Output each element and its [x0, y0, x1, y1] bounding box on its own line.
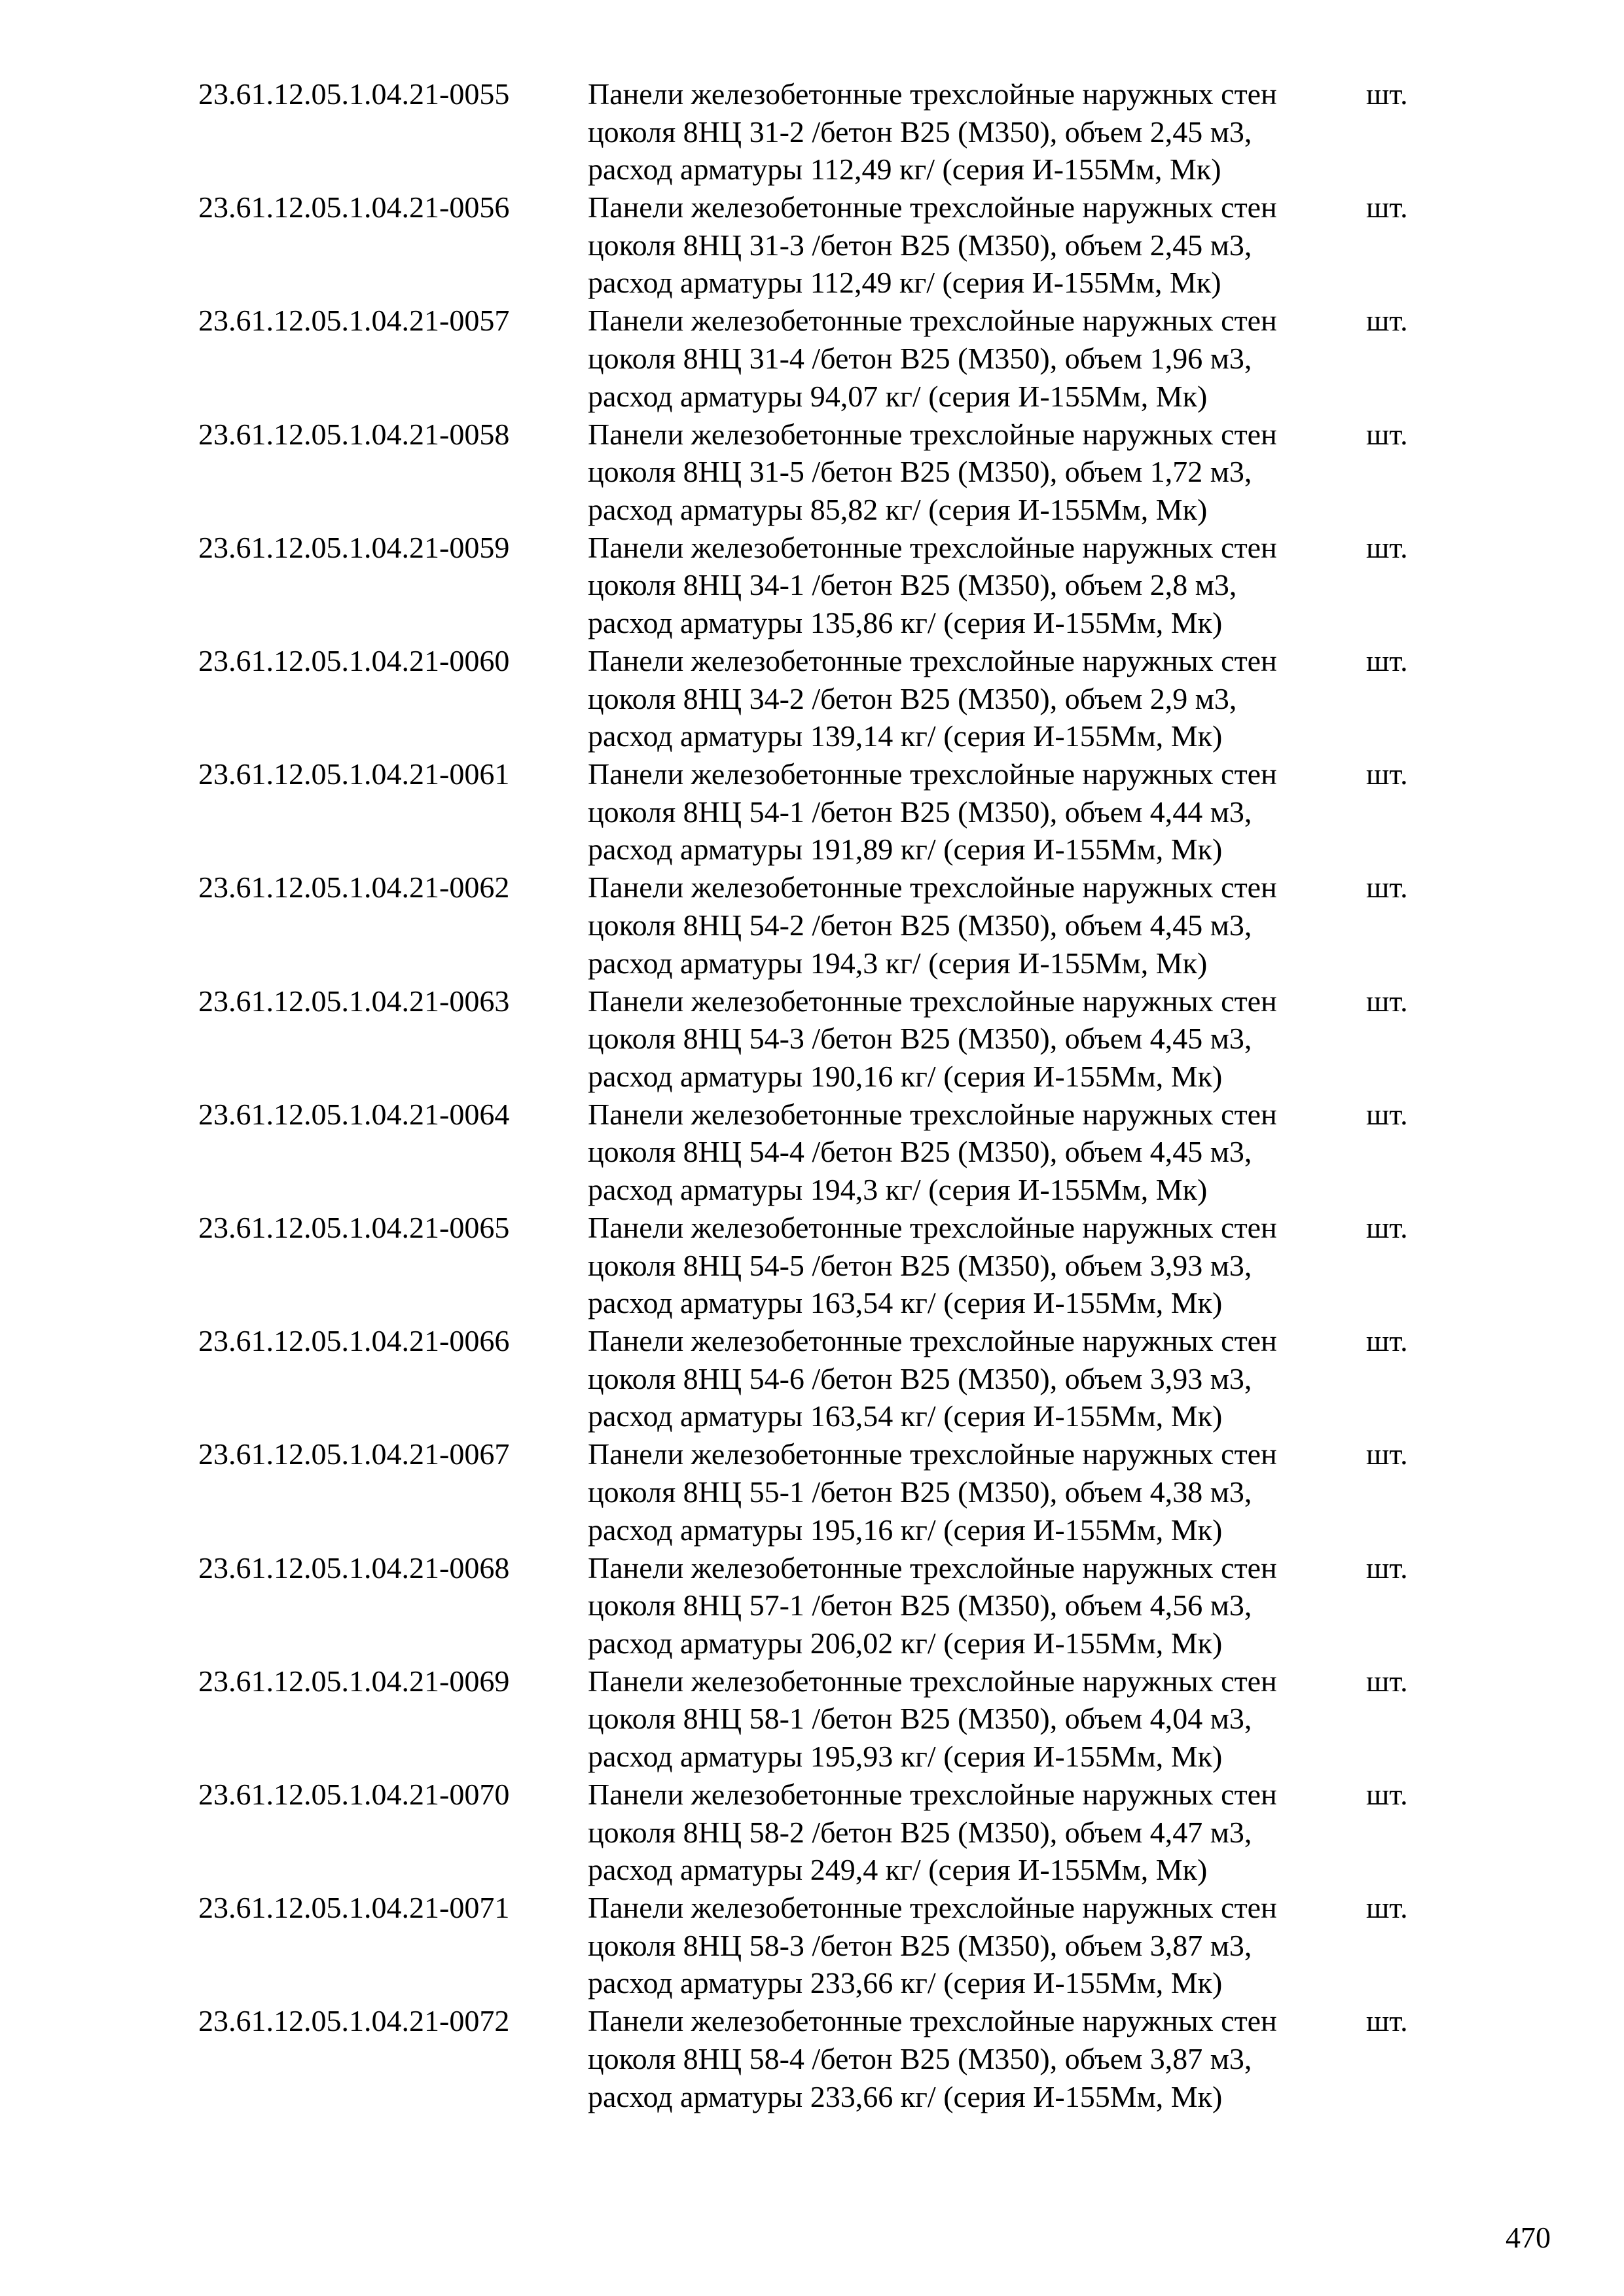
- table-row: [0, 1662, 1624, 1776]
- unit-of-measure: шт.: [1366, 1551, 1408, 1585]
- unit-of-measure: шт.: [1366, 304, 1408, 338]
- resource-description: Панели железобетонные трехслойные наружных стен цоколя 8НЦ 58-2 /бетон В25 (М350), объем 4,47 м3, расход арматуры 249,4 кг/ (серия И-155Мм, Мк): [588, 1778, 1277, 1887]
- resource-description: Панели железобетонные трехслойные наружных стен цоколя 8НЦ 58-3 /бетон В25 (М350), объем 3,87 м3, расход арматуры 233,66 кг/ (серия И-155Мм, Мк): [588, 1891, 1277, 2000]
- unit-of-measure: шт.: [1366, 190, 1408, 224]
- unit-of-measure: шт.: [1366, 1891, 1408, 1925]
- resource-code: 23.61.12.05.1.04.21-0058: [198, 417, 510, 451]
- resource-code: 23.61.12.05.1.04.21-0063: [198, 984, 510, 1018]
- resource-code: 23.61.12.05.1.04.21-0064: [198, 1097, 510, 1131]
- table-row: [0, 755, 1624, 869]
- resource-code: 23.61.12.05.1.04.21-0068: [198, 1551, 510, 1585]
- unit-of-measure: шт.: [1366, 530, 1408, 564]
- table-row: [0, 869, 1624, 982]
- table-row: [0, 1209, 1624, 1322]
- unit-of-measure: шт.: [1366, 2004, 1408, 2038]
- resource-code: 23.61.12.05.1.04.21-0072: [198, 2004, 510, 2038]
- resource-description: Панели железобетонные трехслойные наружных стен цоколя 8НЦ 55-1 /бетон В25 (М350), объем 4,38 м3, расход арматуры 195,16 кг/ (серия И-155Мм, Мк): [588, 1437, 1277, 1547]
- resource-description: Панели железобетонные трехслойные наружных стен цоколя 8НЦ 34-1 /бетон В25 (М350), объем 2,8 м3, расход арматуры 135,86 кг/ (серия И-155Мм, Мк): [588, 530, 1277, 639]
- table-row: [0, 1549, 1624, 1662]
- resource-code: 23.61.12.05.1.04.21-0071: [198, 1891, 510, 1925]
- page-number: 470: [1506, 2221, 1551, 2254]
- resource-code: 23.61.12.05.1.04.21-0066: [198, 1324, 510, 1358]
- resource-code: 23.61.12.05.1.04.21-0057: [198, 304, 510, 338]
- resource-code: 23.61.12.05.1.04.21-0056: [198, 190, 510, 224]
- table-row: [0, 982, 1624, 1096]
- table-row: [0, 642, 1624, 755]
- unit-of-measure: шт.: [1366, 757, 1408, 791]
- table-row: [0, 529, 1624, 642]
- resource-description: Панели железобетонные трехслойные наружных стен цоколя 8НЦ 31-4 /бетон В25 (М350), объем 1,96 м3, расход арматуры 94,07 кг/ (серия И-155Мм, Мк): [588, 304, 1277, 413]
- table-row: [0, 1096, 1624, 1209]
- resource-description: Панели железобетонные трехслойные наружных стен цоколя 8НЦ 54-5 /бетон В25 (М350), объем 3,93 м3, расход арматуры 163,54 кг/ (серия И-155Мм, Мк): [588, 1211, 1277, 1320]
- resource-description: Панели железобетонные трехслойные наружных стен цоколя 8НЦ 58-1 /бетон В25 (М350), объем 4,04 м3, расход арматуры 195,93 кг/ (серия И-155Мм, Мк): [588, 1664, 1277, 1773]
- resource-description: Панели железобетонные трехслойные наружных стен цоколя 8НЦ 54-3 /бетон В25 (М350), объем 4,45 м3, расход арматуры 190,16 кг/ (серия И-155Мм, Мк): [588, 984, 1277, 1093]
- resource-description: Панели железобетонные трехслойные наружных стен цоколя 8НЦ 31-2 /бетон В25 (М350), объем 2,45 м3, расход арматуры 112,49 кг/ (серия И-155Мм, Мк): [588, 77, 1277, 187]
- resource-description: Панели железобетонные трехслойные наружных стен цоколя 8НЦ 31-3 /бетон В25 (М350), объем 2,45 м3, расход арматуры 112,49 кг/ (серия И-155Мм, Мк): [588, 190, 1277, 300]
- resource-code: 23.61.12.05.1.04.21-0067: [198, 1437, 510, 1471]
- unit-of-measure: шт.: [1366, 870, 1408, 905]
- unit-of-measure: шт.: [1366, 1778, 1408, 1811]
- unit-of-measure: шт.: [1366, 417, 1408, 451]
- unit-of-measure: шт.: [1366, 644, 1408, 677]
- resource-code: 23.61.12.05.1.04.21-0070: [198, 1778, 510, 1811]
- table-row: [0, 75, 1624, 188]
- table-row: [0, 302, 1624, 415]
- table-row: [0, 1889, 1624, 2002]
- table-row: [0, 188, 1624, 302]
- unit-of-measure: шт.: [1366, 1664, 1408, 1698]
- resource-description: Панели железобетонные трехслойные наружных стен цоколя 8НЦ 31-5 /бетон В25 (М350), объем 1,72 м3, расход арматуры 85,82 кг/ (серия И-155Мм, Мк): [588, 417, 1277, 526]
- resource-description: Панели железобетонные трехслойные наружных стен цоколя 8НЦ 57-1 /бетон В25 (М350), объем 4,56 м3, расход арматуры 206,02 кг/ (серия И-155Мм, Мк): [588, 1551, 1277, 1660]
- unit-of-measure: шт.: [1366, 984, 1408, 1018]
- unit-of-measure: шт.: [1366, 1211, 1408, 1244]
- unit-of-measure: шт.: [1366, 1324, 1408, 1358]
- resource-code: 23.61.12.05.1.04.21-0055: [198, 77, 510, 111]
- unit-of-measure: шт.: [1366, 1097, 1408, 1131]
- resource-description: Панели железобетонные трехслойные наружных стен цоколя 8НЦ 54-4 /бетон В25 (М350), объем 4,45 м3, расход арматуры 194,3 кг/ (серия И-155Мм, Мк): [588, 1097, 1277, 1206]
- resource-code: 23.61.12.05.1.04.21-0060: [198, 644, 510, 677]
- table-row: [0, 1322, 1624, 1435]
- unit-of-measure: шт.: [1366, 77, 1408, 111]
- resource-code: 23.61.12.05.1.04.21-0062: [198, 870, 510, 905]
- resource-code: 23.61.12.05.1.04.21-0061: [198, 757, 510, 791]
- resource-code: 23.61.12.05.1.04.21-0059: [198, 530, 510, 564]
- table-row: [0, 416, 1624, 529]
- resource-code: 23.61.12.05.1.04.21-0065: [198, 1211, 510, 1244]
- resource-description: Панели железобетонные трехслойные наружных стен цоколя 8НЦ 58-4 /бетон В25 (М350), объем 3,87 м3, расход арматуры 233,66 кг/ (серия И-155Мм, Мк): [588, 2004, 1277, 2113]
- resource-description: Панели железобетонные трехслойные наружных стен цоколя 8НЦ 54-1 /бетон В25 (М350), объем 4,44 м3, расход арматуры 191,89 кг/ (серия И-155Мм, Мк): [588, 757, 1277, 867]
- table-row: [0, 1435, 1624, 1549]
- resource-description: Панели железобетонные трехслойные наружных стен цоколя 8НЦ 54-2 /бетон В25 (М350), объем 4,45 м3, расход арматуры 194,3 кг/ (серия И-155Мм, Мк): [588, 870, 1277, 980]
- table-row: [0, 2002, 1624, 2115]
- unit-of-measure: шт.: [1366, 1437, 1408, 1471]
- resource-description: Панели железобетонные трехслойные наружных стен цоколя 8НЦ 54-6 /бетон В25 (М350), объем 3,93 м3, расход арматуры 163,54 кг/ (серия И-155Мм, Мк): [588, 1324, 1277, 1433]
- resource-code: 23.61.12.05.1.04.21-0069: [198, 1664, 510, 1698]
- table-row: [0, 1776, 1624, 1889]
- resource-description: Панели железобетонные трехслойные наружных стен цоколя 8НЦ 34-2 /бетон В25 (М350), объем 2,9 м3, расход арматуры 139,14 кг/ (серия И-155Мм, Мк): [588, 644, 1277, 753]
